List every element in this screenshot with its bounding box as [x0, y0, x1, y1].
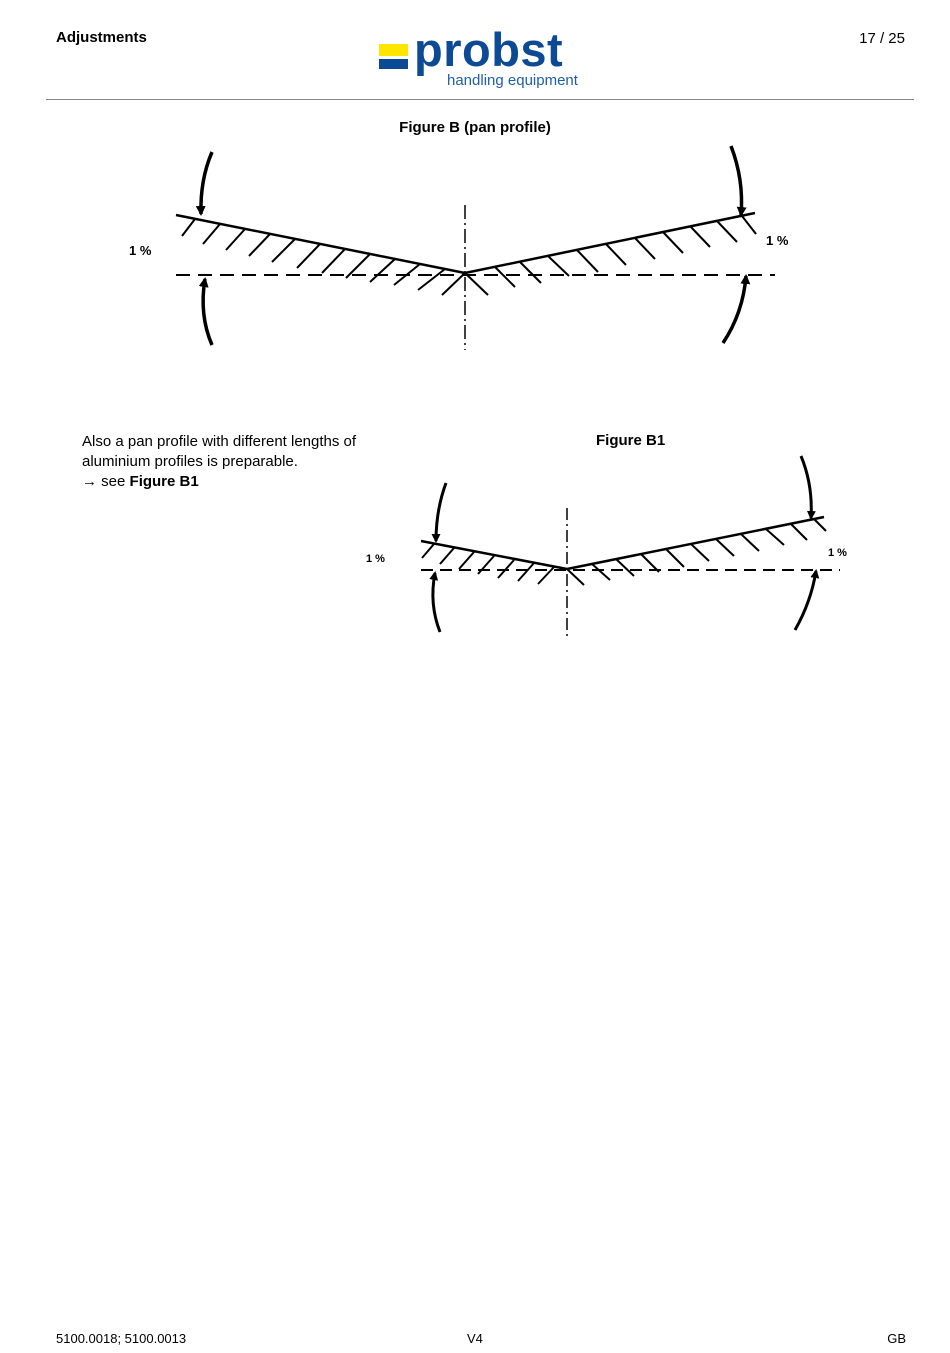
- figure-b1-left-slope: [421, 541, 567, 569]
- figure-b1-right-hatching: [567, 519, 826, 585]
- see-figure-ref: Figure B1: [129, 473, 199, 490]
- figure-b1-arrow-top-right: [801, 456, 811, 518]
- figure-b1-diagram: [0, 450, 950, 650]
- figure-b1-title: Figure B1: [596, 432, 666, 449]
- figure-b-right-hatching: [465, 216, 756, 295]
- figure-b-arrow-bottom-right: [723, 276, 746, 343]
- figure-b-arrow-top-left: [201, 152, 212, 214]
- section-title: Adjustments: [56, 29, 147, 46]
- footer-doc-numbers: 5100.0018; 5100.0013: [56, 1331, 187, 1346]
- figure-b-right-slope: [465, 213, 755, 273]
- footer-version: V4: [467, 1331, 483, 1346]
- figure-b1-right-label: 1 %: [828, 547, 847, 559]
- figure-b1-arrow-top-left: [436, 483, 446, 541]
- figure-b1-left-hatching: [422, 544, 554, 584]
- body-line-2: aluminium profiles is preparable.: [82, 453, 298, 470]
- figure-b-left-hatching: [182, 219, 465, 295]
- figure-b-arrow-top-right: [731, 146, 742, 215]
- figure-b1-arrow-bottom-left: [433, 573, 440, 632]
- figure-b1-right-slope: [567, 517, 824, 569]
- see-prefix: → see: [82, 473, 130, 490]
- figure-b1-arrow-bottom-right: [795, 571, 816, 630]
- logo-wordmark: probst: [414, 23, 564, 76]
- figure-b-diagram: [0, 0, 950, 400]
- footer-language: GB: [887, 1331, 906, 1346]
- figure-b-right-label: 1 %: [766, 233, 789, 248]
- figure-b-left-label: 1 %: [129, 243, 152, 258]
- figure-b-title: Figure B (pan profile): [399, 119, 551, 136]
- logo-tagline: handling equipment: [447, 72, 578, 89]
- page-number: 17 / 25: [859, 30, 905, 47]
- figure-b-arrow-bottom-left: [203, 279, 212, 345]
- body-line-1: Also a pan profile with different lengths of: [82, 433, 357, 450]
- figure-b1-left-label: 1 %: [366, 553, 385, 565]
